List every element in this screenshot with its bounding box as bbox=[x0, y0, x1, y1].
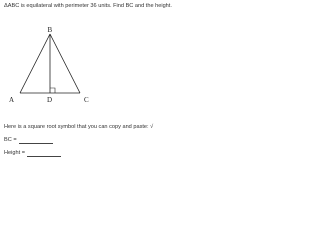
bc-label: BC = bbox=[4, 137, 17, 143]
bc-answer-input[interactable] bbox=[19, 137, 53, 144]
triangle-figure bbox=[0, 0, 200, 110]
vertex-label-a: A bbox=[9, 96, 15, 104]
side-ab bbox=[20, 34, 50, 93]
right-angle-marker bbox=[50, 88, 55, 93]
vertex-label-c: C bbox=[84, 96, 89, 104]
side-bc bbox=[50, 34, 80, 93]
height-label: Height = bbox=[4, 150, 25, 156]
height-answer-row bbox=[4, 150, 61, 157]
height-answer-input[interactable] bbox=[27, 150, 61, 157]
bc-answer-row bbox=[4, 137, 53, 144]
vertex-label-b: B bbox=[47, 26, 53, 34]
question-prompt: ΔABC is equilateral with perimeter 36 units. Find BC and the height. bbox=[4, 3, 172, 9]
sqrt-hint: Here is a square root symbol that you can copy and paste: √ bbox=[4, 124, 154, 130]
vertex-label-d: D bbox=[47, 96, 53, 104]
